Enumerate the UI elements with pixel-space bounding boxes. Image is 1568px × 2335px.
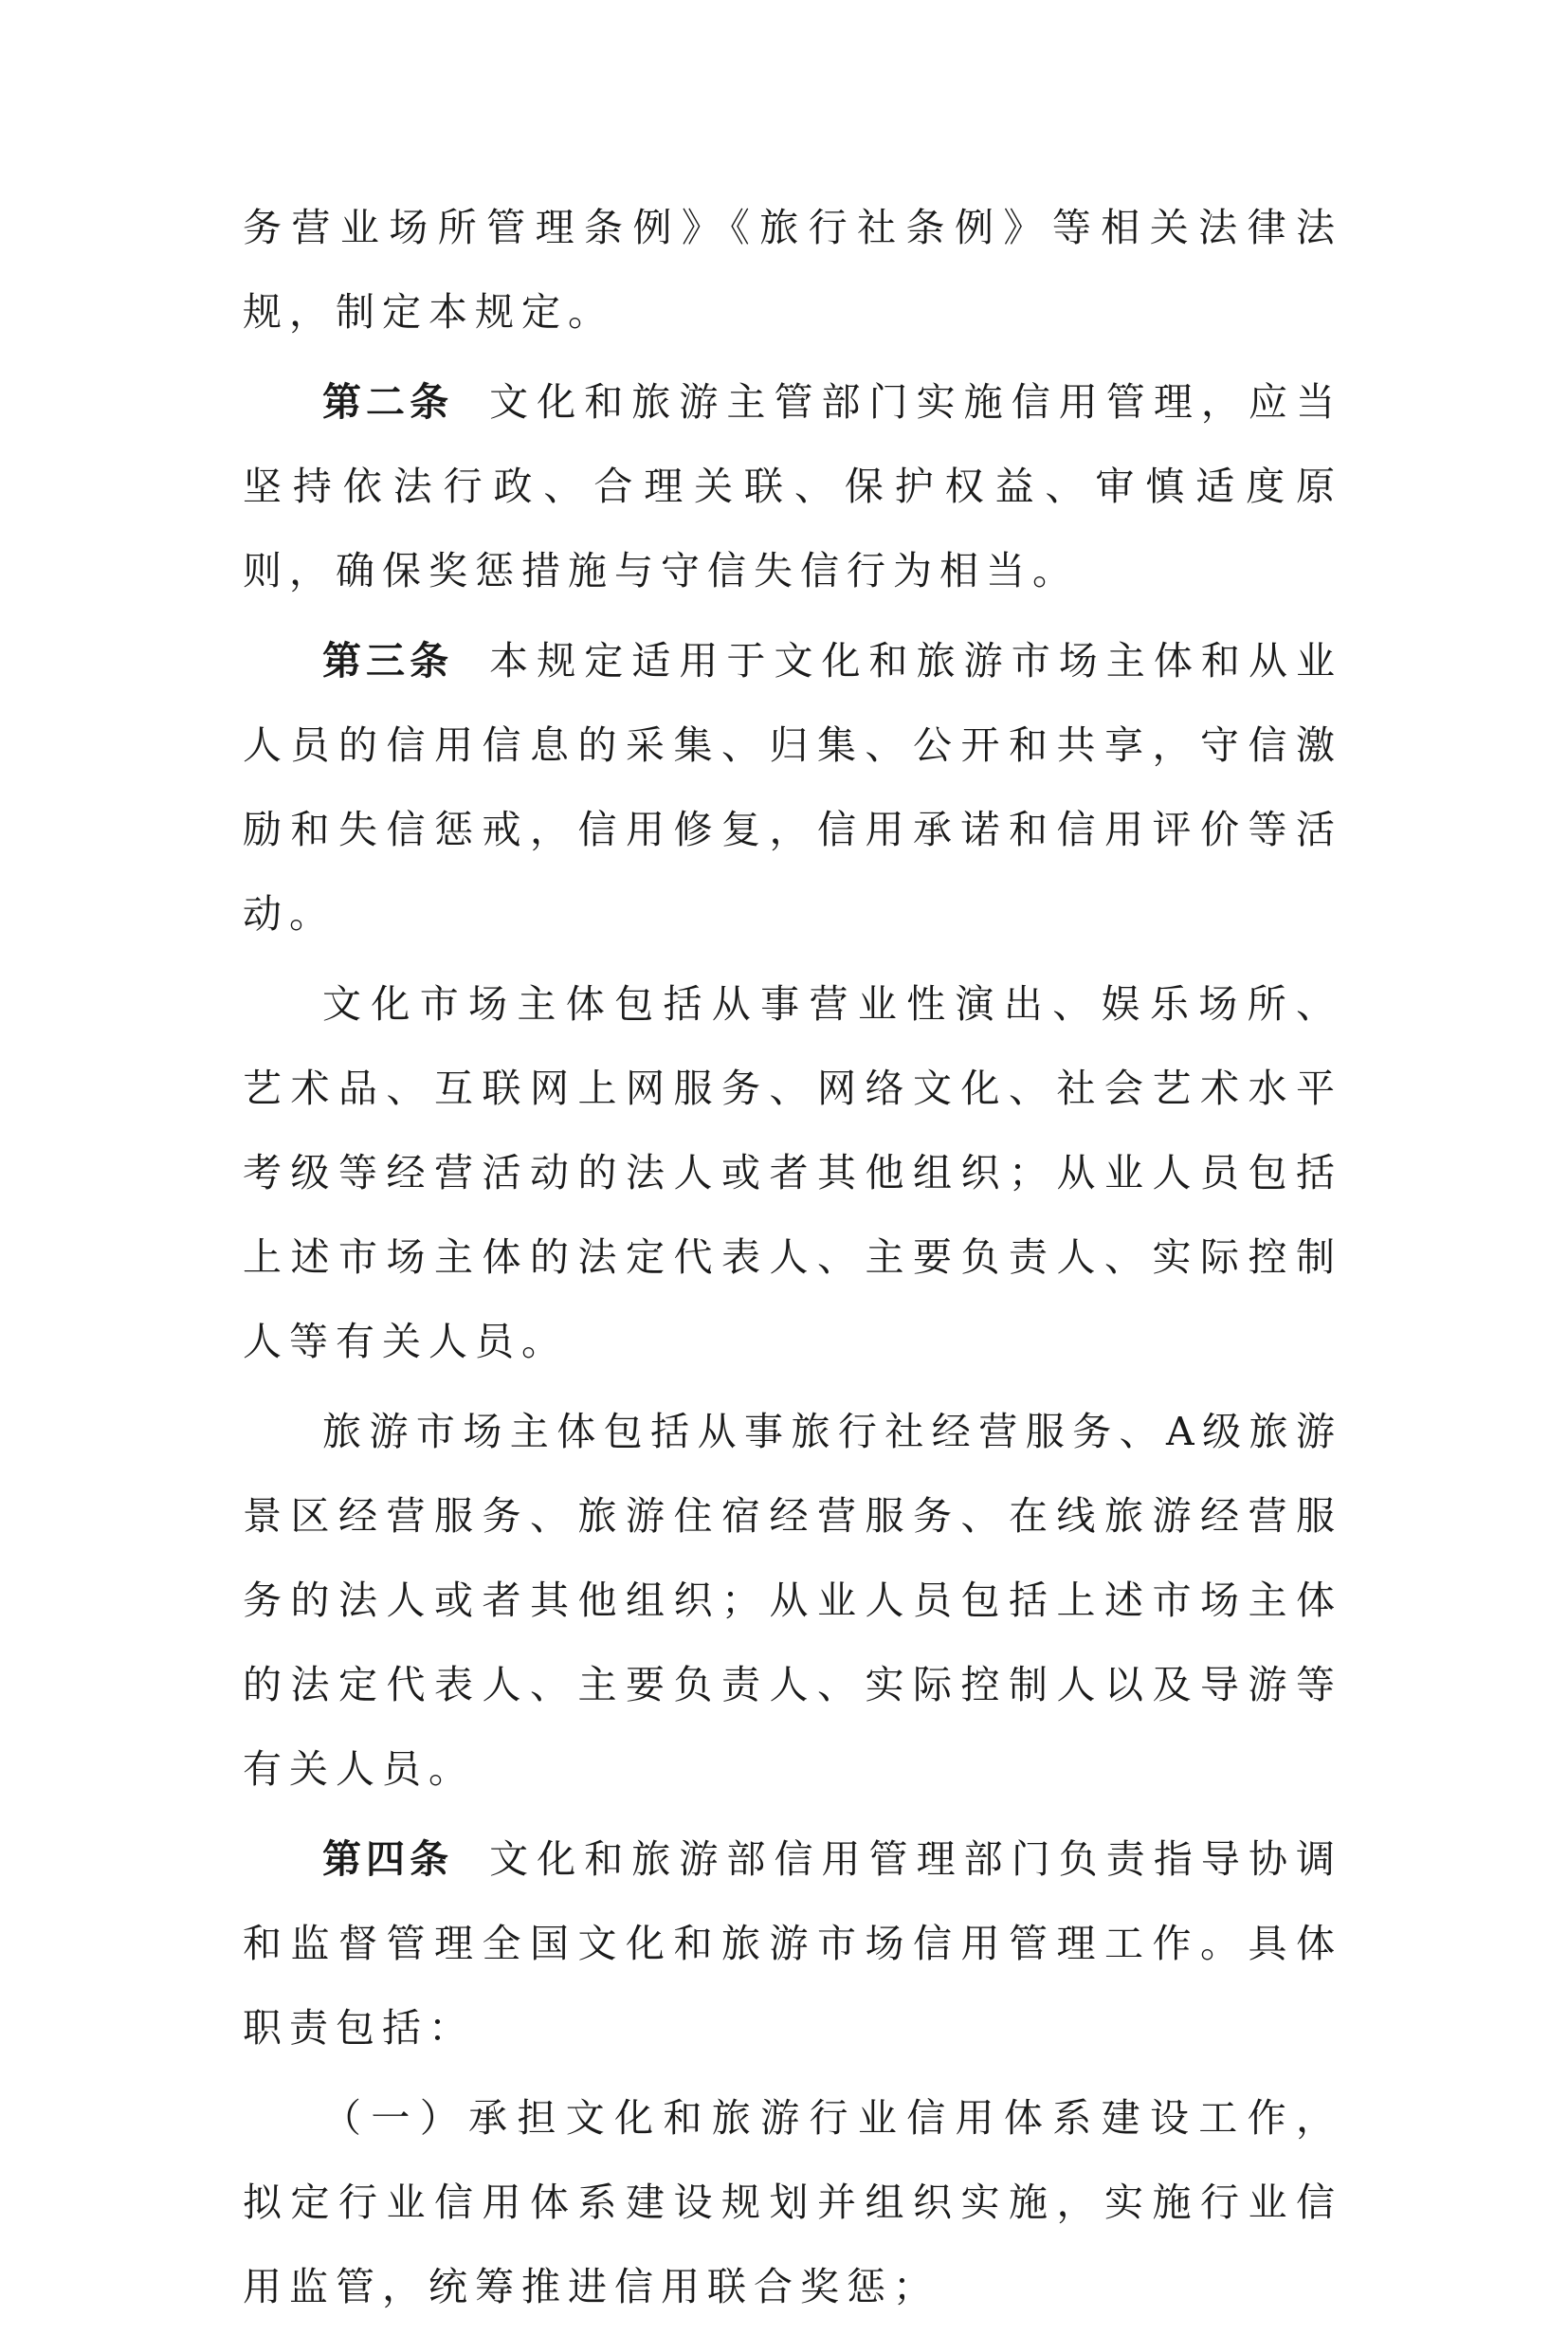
paragraph-text: 文化和旅游部信用管理部门负责指导协调和监督管理全国文化和旅游市场信用管理工作。具体职责包括： xyxy=(243,1836,1343,2051)
culture-market-paragraph xyxy=(243,962,1342,1384)
paragraph-continuation xyxy=(243,186,1342,355)
paragraph-text: （一）承担文化和旅游行业信用体系建设工作，拟定行业信用体系建设规划并组织实施，实施行业信用监管，统筹推进信用联合奖惩； xyxy=(243,2095,1342,2309)
paragraph-text: 务营业场所管理条例》《旅行社条例》等相关法律法规，制定本规定。 xyxy=(243,205,1342,335)
article-4-paragraph xyxy=(243,1817,1342,2070)
article-number: 第二条 xyxy=(322,379,454,425)
paragraph-text: 本规定适用于文化和旅游市场主体和从业人员的信用信息的采集、归集、公开和共享，守信激励和失信惩戒，信用修复，信用承诺和信用评价等活动。 xyxy=(243,638,1343,937)
paragraph-text: 文化市场主体包括从事营业性演出、娱乐场所、艺术品、互联网上网服务、网络文化、社会艺术水平考级等经营活动的法人或者其他组织；从业人员包括上述市场主体的法定代表人、主要负责人、实际控制人等有关人员。 xyxy=(243,981,1342,1364)
article-number: 第四条 xyxy=(322,1836,454,1882)
duty-item-1-paragraph xyxy=(243,2076,1342,2329)
paragraph-text: 旅游市场主体包括从事旅行社经营服务、A级旅游景区经营服务、旅游住宿经营服务、在线旅游经营服务的法人或者其他组织；从业人员包括上述市场主体的法定代表人、主要负责人、实际控制人以及导游等有关人员。 xyxy=(243,1409,1342,1792)
document-body xyxy=(243,186,1342,2335)
article-2-paragraph xyxy=(243,360,1342,613)
article-number: 第三条 xyxy=(322,638,454,684)
paragraph-text: 文化和旅游主管部门实施信用管理，应当坚持依法行政、合理关联、保护权益、审慎适度原则，确保奖惩措施与守信失信行为相当。 xyxy=(243,379,1343,593)
tourism-market-paragraph xyxy=(243,1390,1342,1812)
article-3-paragraph xyxy=(243,619,1342,957)
